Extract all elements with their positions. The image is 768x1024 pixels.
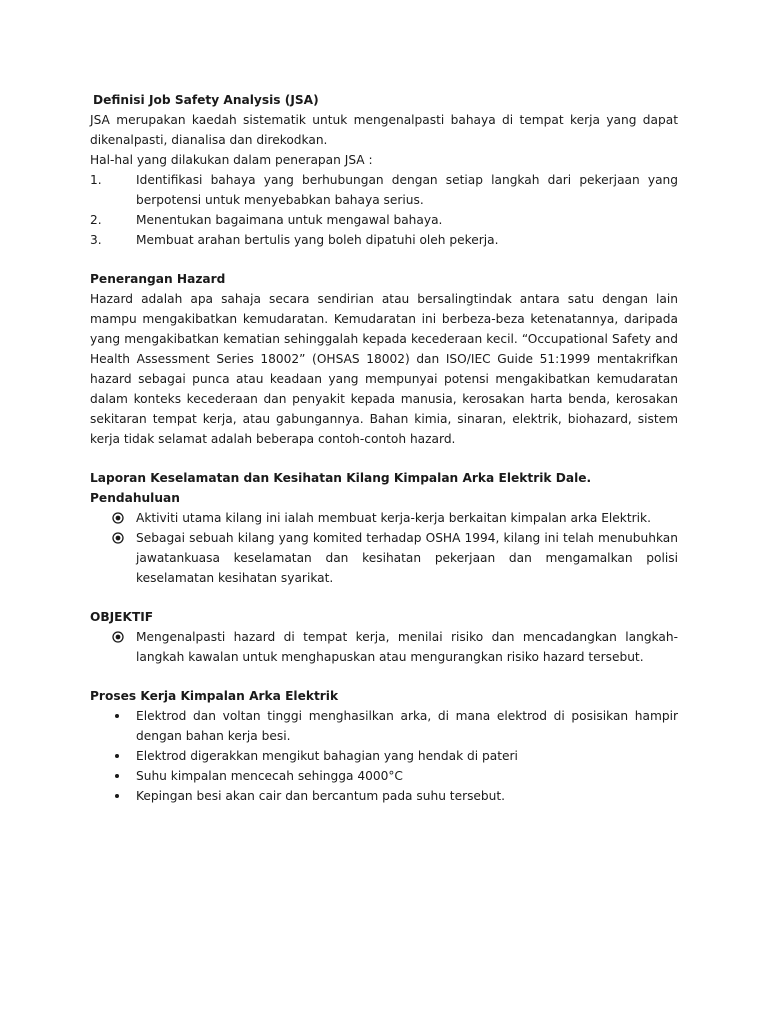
process-item-text: Elektrod digerakkan mengikut bahagian yang hendak di pateri: [136, 749, 518, 763]
intro-list: [90, 508, 678, 588]
step-text: Identifikasi bahaya yang berhubungan dengan setiap langkah dari pekerjaan yang berpotensi untuk menyebabkan bahaya serius.: [136, 173, 678, 207]
objective-item: [90, 627, 678, 667]
intro-title: Pendahuluan: [90, 491, 180, 505]
jsa-definition: JSA merupakan kaedah sistematik untuk mengenalpasti bahaya di tempat kerja yang dapat dikenalpasti, dianalisa dan direkodkan.: [90, 113, 678, 147]
bullet-dot-icon: [115, 794, 119, 798]
objective-list: [90, 627, 678, 667]
step-number: 3.: [90, 233, 102, 247]
jsa-step: [90, 210, 678, 230]
bullet-dot-icon: [115, 714, 119, 718]
circled-dot-bullet-icon: [112, 631, 124, 643]
report-title: Laporan Keselamatan dan Kesihatan Kilang Kimpalan Arka Elektrik Dale.: [90, 471, 592, 485]
intro-item: [90, 508, 678, 528]
spacer: [90, 588, 678, 607]
intro-item-text: Sebagai sebuah kilang yang komited terhadap OSHA 1994, kilang ini telah menubuhkan jawatankuasa keselamatan dan kesihatan pekerjaan dan mengamalkan polisi keselamatan kesihatan syarikat.: [136, 531, 678, 585]
intro-item-text: Aktiviti utama kilang ini ialah membuat kerja-kerja berkaitan kimpalan arka Elektrik.: [136, 511, 651, 525]
jsa-step: [90, 230, 678, 250]
process-item-text: Elektrod dan voltan tinggi menghasilkan arka, di mana elektrod di posisikan hampir dengan bahan kerja besi.: [136, 709, 678, 743]
process-item: [90, 786, 678, 806]
jsa-steps-intro: Hal-hal yang dilakukan dalam penerapan JSA :: [90, 153, 373, 167]
bullet-dot-icon: [115, 754, 119, 758]
process-item-text: Kepingan besi akan cair dan bercantum pada suhu tersebut.: [136, 789, 506, 803]
bullet-dot-icon: [115, 774, 119, 778]
process-title: Proses Kerja Kimpalan Arka Elektrik: [90, 689, 339, 703]
process-list: [90, 706, 678, 806]
circled-dot-bullet-icon: [112, 532, 124, 544]
process-item: [90, 766, 678, 786]
jsa-steps-list: [90, 170, 678, 250]
step-number: 1.: [90, 173, 102, 187]
spacer: [90, 667, 678, 686]
document-content: [90, 90, 678, 806]
process-item: [90, 746, 678, 766]
step-text: Membuat arahan bertulis yang boleh dipatuhi oleh pekerja.: [136, 233, 499, 247]
step-number: 2.: [90, 213, 102, 227]
jsa-step: [90, 170, 678, 210]
process-item-text: Suhu kimpalan mencecah sehingga 4000°C: [136, 769, 403, 783]
intro-item: [90, 528, 678, 588]
hazard-title: Penerangan Hazard: [90, 272, 226, 286]
spacer: [90, 449, 678, 468]
step-text: Menentukan bagaimana untuk mengawal bahaya.: [136, 213, 443, 227]
circled-dot-bullet-icon: [112, 512, 124, 524]
spacer: [90, 250, 678, 269]
process-item: [90, 706, 678, 746]
objective-item-text: Mengenalpasti hazard di tempat kerja, menilai risiko dan mencadangkan langkah-langkah kawalan untuk menghapuskan atau mengurangkan risiko hazard tersebut.: [136, 630, 678, 664]
objective-title: OBJEKTIF: [90, 610, 154, 624]
hazard-paragraph: Hazard adalah apa sahaja secara sendirian atau bersalingtindak antara satu dengan lain mampu mengakibatkan kemudaratan. Kemudaratan ini berbeza-beza ketenatannya, daripada yang mengakibatkan kematian sehinggalah kepada kecederaan kecil. “Occupational Safety and Health Assessment Series 18002” (OHSAS 18002) dan ISO/IEC Guide 51:1999 mentakrifkan hazard sebagai punca atau keadaan yang mempunyai potensi mengakibatkan kemudaratan dalam konteks kecederaan dan penyakit kepada manusia, kerosakan harta benda, kerosakan sekitaran tempat kerja, atau gabungannya. Bahan kimia, sinaran, elektrik, biohazard, sistem kerja tidak selamat adalah beberapa contoh-contoh hazard.: [90, 292, 678, 446]
jsa-title: Definisi Job Safety Analysis (JSA): [93, 93, 319, 107]
